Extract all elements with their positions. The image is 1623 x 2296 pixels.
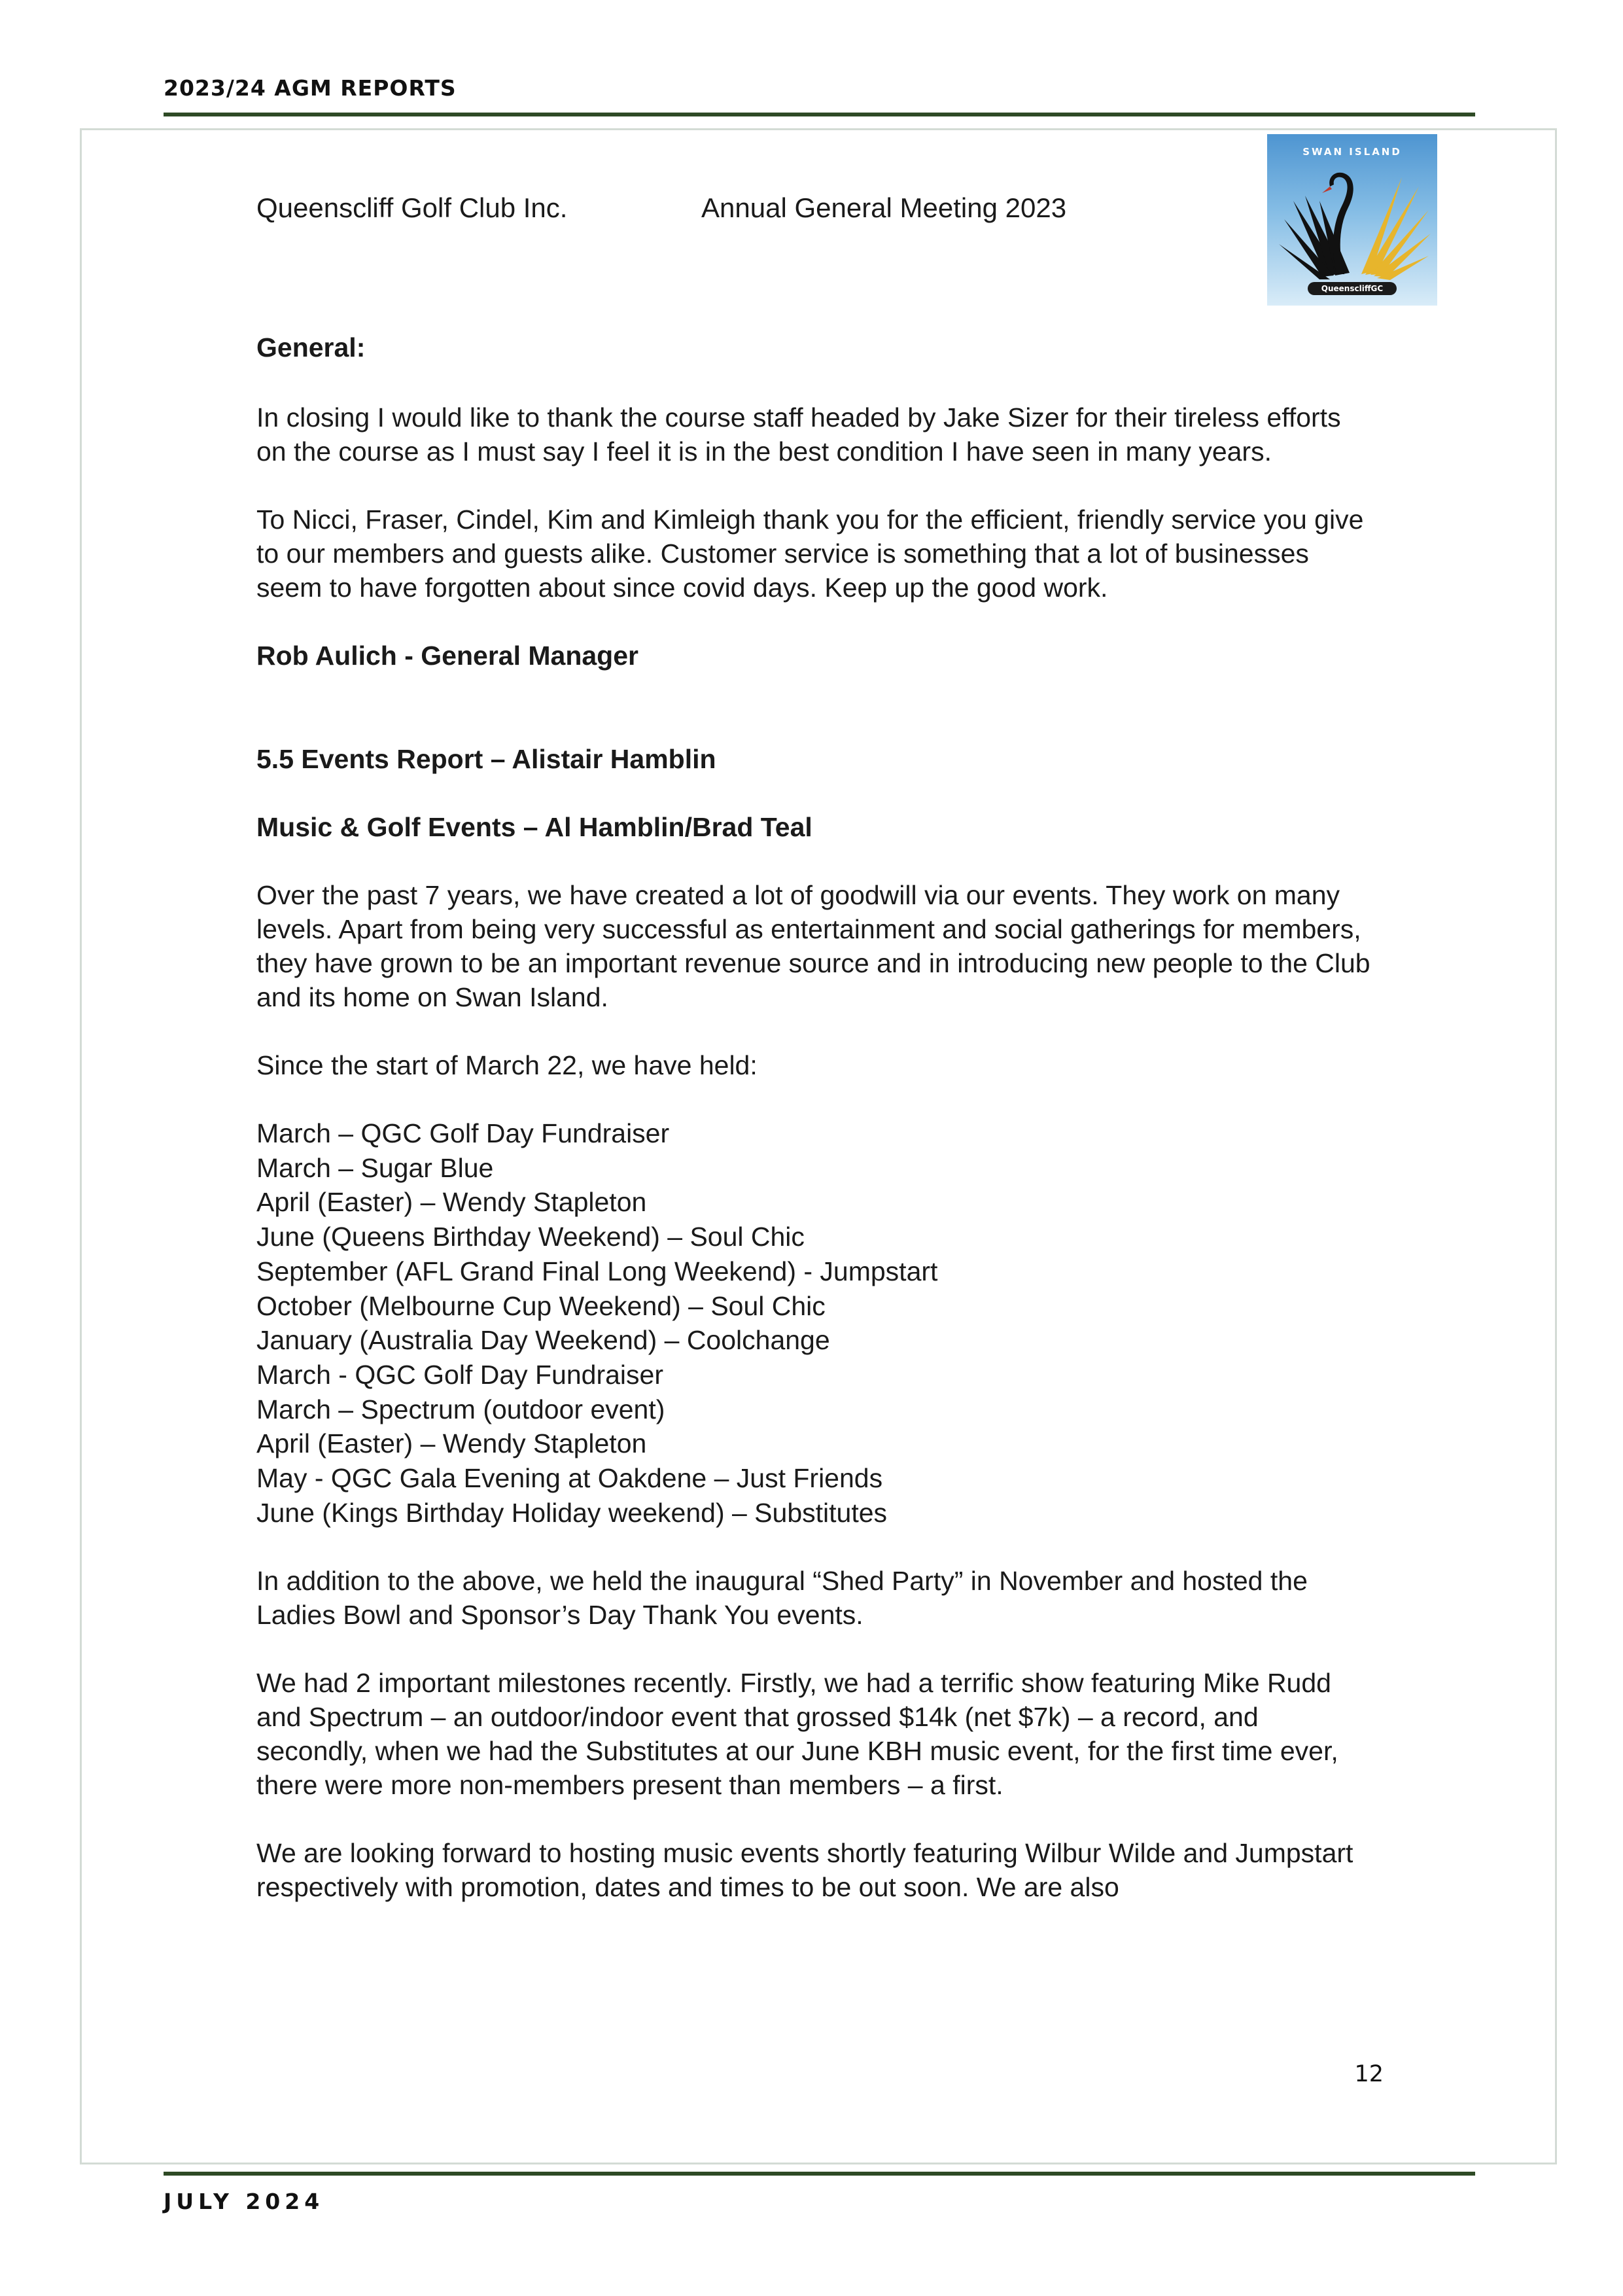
list-item: September (AFL Grand Final Long Weekend) - Jumpstart bbox=[256, 1256, 938, 1286]
swan-island-logo bbox=[1267, 134, 1437, 306]
general-paragraph: To Nicci, Fraser, Cindel, Kim and Kimleigh thank you for the efficient, friendly service you give to our members and guests alike. Customer service is something that a lot of businesses seem to have forgotten about since covid days. Keep up the good work. bbox=[256, 504, 1364, 603]
header-divider bbox=[164, 113, 1475, 116]
events-report-heading: 5.5 Events Report – Alistair Hamblin bbox=[256, 744, 716, 774]
logo-top-text: SWAN ISLAND bbox=[1302, 146, 1402, 158]
list-item: January (Australia Day Weekend) – Coolchange bbox=[256, 1325, 830, 1356]
list-item: April (Easter) – Wendy Stapleton bbox=[256, 1428, 647, 1459]
music-golf-subheading: Music & Golf Events – Al Hamblin/Brad Teal bbox=[256, 812, 812, 842]
list-item: April (Easter) – Wendy Stapleton bbox=[256, 1187, 647, 1218]
events-list bbox=[256, 1116, 1376, 1530]
meeting-title: Annual General Meeting 2023 bbox=[701, 192, 1067, 223]
general-paragraph: In closing I would like to thank the course staff headed by Jake Sizer for their tireless efforts on the course as I must say I feel it is in the best condition I have seen in many years. bbox=[256, 402, 1341, 467]
club-name: Queenscliff Golf Club Inc. bbox=[256, 192, 568, 223]
footer-divider bbox=[164, 2172, 1475, 2176]
events-intro-paragraph: Over the past 7 years, we have created a lot of goodwill via our events. They work on many levels. Apart from being very successful as entertainment and social gatherings for members, they have grown to be an important revenue source and in introducing new people to the Club and its home on Swan Island. bbox=[256, 880, 1370, 1012]
report-body bbox=[256, 330, 1376, 1904]
report-header-title: 2023/24 AGM REPORTS bbox=[164, 75, 457, 101]
swan-logo-icon bbox=[1267, 134, 1437, 306]
list-item: March – QGC Golf Day Fundraiser bbox=[256, 1118, 670, 1148]
list-item: May - QGC Gala Evening at Oakdene – Just Friends bbox=[256, 1463, 883, 1494]
list-item: June (Queens Birthday Weekend) – Soul Chic bbox=[256, 1222, 805, 1252]
footer-date: JULY 2024 bbox=[164, 2189, 324, 2214]
milestones-paragraph: We had 2 important milestones recently. Firstly, we had a terrific show featuring Mike Rudd and Spectrum – an outdoor/indoor event that grossed $14k (net $7k) – a record, and secondly, when we had the Substitutes at our June KBH music event, for the first time ever, there were more non-members present than members – a first. bbox=[256, 1668, 1338, 1801]
logo-badge-text: QueenscliffGC bbox=[1321, 284, 1384, 293]
list-item: March – Spectrum (outdoor event) bbox=[256, 1394, 665, 1424]
list-item: June (Kings Birthday Holiday weekend) – Substitutes bbox=[256, 1497, 888, 1528]
events-since-line: Since the start of March 22, we have held: bbox=[256, 1050, 758, 1080]
list-item: October (Melbourne Cup Weekend) – Soul Chic bbox=[256, 1290, 826, 1321]
general-heading: General: bbox=[256, 332, 366, 362]
list-item: March – Sugar Blue bbox=[256, 1152, 494, 1183]
list-item: March - QGC Golf Day Fundraiser bbox=[256, 1359, 663, 1390]
looking-forward-paragraph: We are looking forward to hosting music events shortly featuring Wilbur Wilde and Jumpstart respectively with promotion, dates and times to be out soon. We are also bbox=[256, 1838, 1353, 1903]
events-addition-paragraph: In addition to the above, we held the inaugural “Shed Party” in November and hosted the Ladies Bowl and Sponsor’s Day Thank You events. bbox=[256, 1566, 1308, 1631]
general-signature: Rob Aulich - General Manager bbox=[256, 641, 638, 671]
page-number: 12 bbox=[1354, 2061, 1384, 2087]
